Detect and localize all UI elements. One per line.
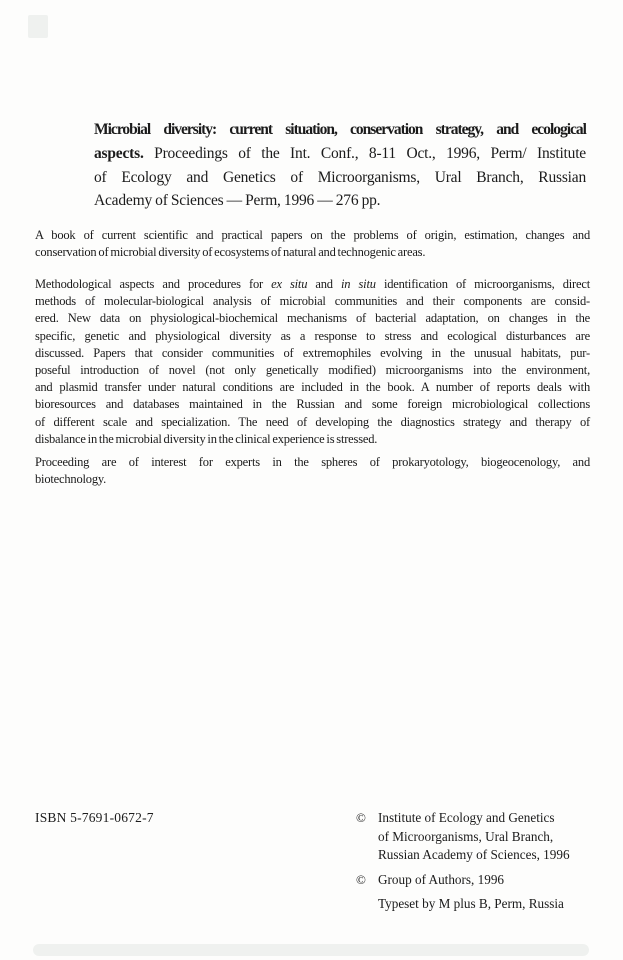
copyright-entry-institute (356, 809, 606, 865)
italic-text-segment: ex situ (271, 277, 308, 291)
text-segment: of Ecology and Genetics of Microorganisms, Ural Branch, Russian (94, 168, 586, 186)
text-line (35, 396, 590, 413)
text-line (35, 454, 590, 471)
text-segment: Proceeding are of interest for experts in the spheres of prokaryotology, biogeocenology, and (35, 455, 590, 469)
text-line (35, 345, 590, 362)
text-segment: ered. New data on physiological-biochemical mechanisms of bacterial adaptation, on changes in the (35, 311, 590, 326)
text-line (35, 471, 590, 488)
abstract-paragraph-3 (35, 454, 590, 488)
text-segment: Russian Academy of Sciences, 1996 (378, 847, 570, 862)
text-segment: Institute of Ecology and Genetics (378, 810, 555, 825)
text-line (378, 871, 606, 890)
text-segment: discussed. Papers that consider communities of extremophiles evolving in the unusual habitats, pur- (35, 345, 590, 360)
text-segment: poseful introduction of novel (not only genetically modified) microorganisms into the environment, (35, 363, 590, 378)
text-segment: and plasmid transfer under natural conditions are included in the book. A number of reports deals with (35, 380, 590, 395)
text-line (35, 414, 590, 431)
text-segment: A book of current scientific and practical papers on the problems of origin, estimation, changes and (35, 228, 590, 242)
text-line (35, 379, 590, 396)
text-line (378, 809, 606, 828)
text-segment: methods of molecular-biological analysis of microbial communities and their components are consid- (35, 294, 590, 309)
bibliographic-citation (94, 118, 586, 213)
isbn-number: ISBN 5-7691-0672-7 (35, 810, 154, 825)
copyright-icon: © (356, 810, 366, 825)
typeset-note: Typeset by M plus B, Perm, Russia (378, 896, 564, 911)
text-segment: Group of Authors, 1996 (378, 871, 505, 887)
text-line (35, 244, 590, 261)
text-segment: of different scale and specialization. The need of developing the diagnostics strategy and therapy of (35, 414, 590, 429)
bold-text-segment: aspects. (94, 144, 144, 162)
copyright-icon: © (356, 871, 366, 887)
abstract-paragraph-2 (35, 276, 590, 448)
text-segment: specific, genetic and physiological diversity as a response to stress and ecological disturbances are (35, 328, 590, 343)
text-line (35, 276, 590, 293)
text-segment: biotechnology. (35, 472, 107, 487)
text-segment: bioresources and databases maintained in the Russian and some foreign microbiological collections (35, 397, 590, 412)
text-segment: disbalance in the microbial diversity in the clinical experience is stressed. (35, 431, 378, 446)
text-segment: Methodological aspects and procedures for (35, 277, 272, 291)
text-line (378, 846, 606, 865)
text-line (35, 431, 590, 448)
text-line (35, 310, 590, 327)
text-line (35, 227, 590, 244)
text-line (35, 362, 590, 379)
scan-artifact-top-left (28, 15, 48, 38)
text-line (94, 166, 586, 190)
text-line (94, 142, 586, 166)
text-line (35, 328, 590, 345)
copyright-authors-text (378, 871, 606, 890)
abstract-paragraph-1 (35, 227, 590, 261)
text-segment: identification of microorganisms, direct (375, 277, 590, 291)
text-segment: Proceedings of the Int. Conf., 8-11 Oct., 1996, Perm/ Institute (143, 144, 586, 162)
italic-text-segment: in situ (341, 277, 376, 291)
text-segment: of Microorganisms, Ural Branch, (378, 828, 554, 844)
text-line (94, 189, 586, 213)
text-line (378, 828, 606, 847)
text-line (94, 118, 586, 142)
text-segment: and (307, 277, 342, 291)
copyright-entry-authors (356, 871, 606, 890)
copyright-institute-text (378, 809, 606, 865)
text-line (35, 293, 590, 310)
bold-text-segment: Microbial diversity: current situation, conservation strategy, and ecological (94, 121, 586, 138)
scan-artifact-bottom (33, 944, 589, 956)
text-segment: conservation of microbial diversity of ecosystems of natural and technogenic areas. (35, 245, 426, 260)
copyright-block (356, 809, 606, 914)
text-segment: Academy of Sciences — Perm, 1996 — 276 pp. (94, 192, 381, 210)
